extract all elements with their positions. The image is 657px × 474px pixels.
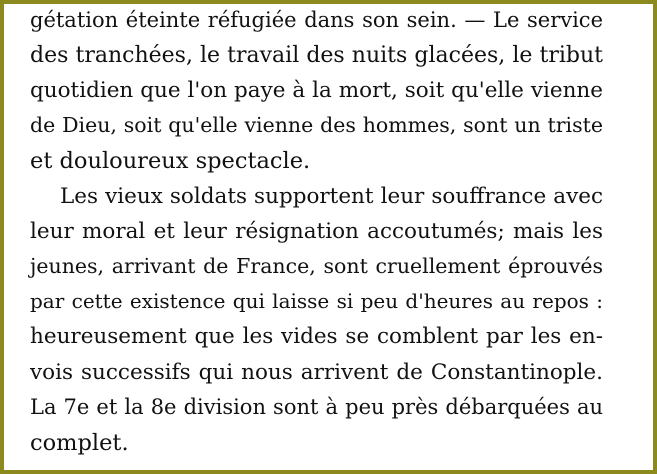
- text-line-content: Les vieux soldats supportent leur souffrance avec: [60, 184, 603, 209]
- text-line-content: heureusement que les vides se comblent par les en-: [30, 324, 603, 349]
- text-line: [30, 221, 603, 243]
- text-line-content: par cette existence qui laisse si peu d'heures au repos :: [30, 289, 603, 313]
- text-line: [30, 45, 603, 67]
- text-line-content: et douloureux spectacle.: [30, 148, 311, 174]
- text-line-content: La 7e et la 8e division sont à peu près débarquées au: [30, 395, 603, 419]
- text-line: [60, 186, 603, 208]
- text-line: [30, 150, 603, 173]
- text-line: [30, 10, 603, 31]
- text-line-content: leur moral et leur résignation accoutumés; mais les: [30, 219, 603, 244]
- text-line: [30, 80, 603, 102]
- text-line: [30, 291, 603, 311]
- text-line-content: gétation éteinte réfugiée dans son sein. — Le service: [30, 8, 603, 32]
- text-line: [30, 397, 603, 418]
- text-line-content: de Dieu, soit qu'elle vienne des hommes, sont un triste: [30, 113, 603, 137]
- text-line: [30, 326, 603, 348]
- text-line: [30, 115, 603, 136]
- text-line: [30, 362, 603, 384]
- text-line-content: jeunes, arrivant de France, sont cruellement éprouvés: [30, 254, 603, 278]
- text-line: [30, 432, 603, 455]
- text-line-content: des tranchées, le travail des nuits glacées, le tribut: [30, 43, 603, 68]
- text-line-content: complet.: [30, 430, 129, 456]
- text-line: [30, 256, 603, 277]
- text-line-content: quotidien que l'on paye à la mort, soit qu'elle vienne: [30, 78, 603, 103]
- text-line-content: vois successifs qui nous arrivent de Constantinople.: [30, 360, 603, 385]
